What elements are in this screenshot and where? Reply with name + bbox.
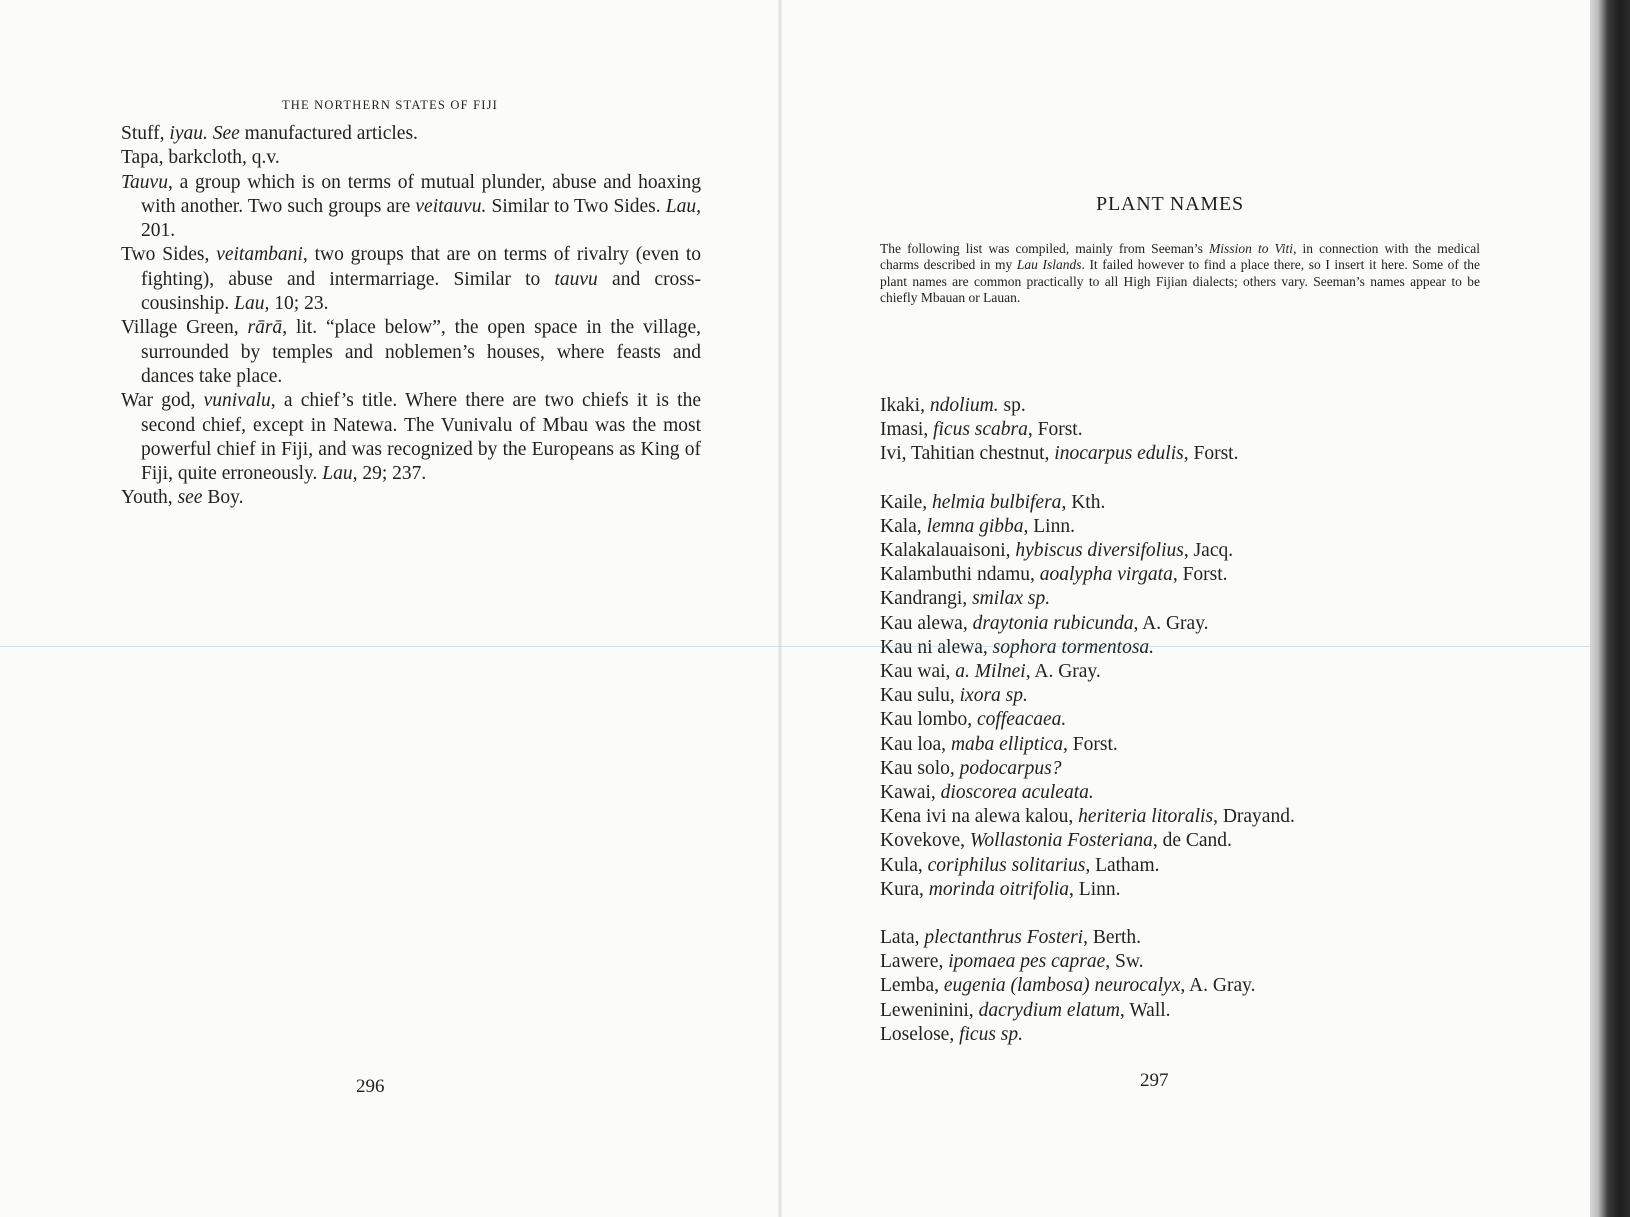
text-span: Leweninini, — [880, 999, 979, 1021]
italic-span: Lau Islands — [1016, 257, 1082, 273]
plant-entry — [880, 612, 1480, 636]
plant-list — [880, 394, 1480, 1047]
italic-span: eugenia (lambosa) neurocalyx — [943, 975, 1181, 997]
glossary-entry — [121, 486, 701, 510]
italic-span: veitauvu. — [415, 195, 487, 217]
text-span: , Linn. — [1023, 515, 1075, 537]
italic-span: Lau, — [322, 463, 358, 485]
text-span: , Sw. — [1105, 951, 1144, 973]
italic-span: dioscorea aculeata. — [940, 782, 1094, 804]
italic-span: veitambani — [216, 244, 303, 266]
italic-span: morinda oitrifolia — [928, 878, 1070, 900]
text-span: , Kth. — [1061, 491, 1106, 513]
text-span: sp. — [998, 395, 1026, 416]
glossary-entry — [121, 171, 701, 244]
glossary-entries — [121, 122, 701, 511]
text-span: Kau ni alewa, — [880, 636, 993, 658]
plant-entry — [880, 491, 1480, 515]
text-span: Tapa, barkcloth, q.v. — [121, 147, 280, 169]
book-gutter — [778, 0, 782, 1217]
scan-edge — [1590, 0, 1630, 1217]
plant-entry — [880, 563, 1480, 587]
text-span: and cross-cousinship. — [141, 268, 701, 315]
text-span: , de Cand. — [1152, 830, 1232, 852]
text-span: , a group which is on terms of mutual plunder, abuse and hoaxing with another. Two such groups are — [141, 171, 701, 217]
plant-entry — [880, 805, 1480, 829]
plant-entry — [880, 878, 1480, 902]
text-span: Two Sides, — [121, 244, 217, 266]
text-span: , Forst. — [1027, 419, 1083, 441]
italic-span: plectanthrus Fosteri — [924, 927, 1084, 949]
text-span: 10; 23. — [269, 293, 329, 315]
italic-span: draytonia rubicunda — [972, 612, 1134, 634]
intro-paragraph — [880, 241, 1480, 307]
text-span: Kau sulu, — [880, 685, 960, 707]
plant-entry — [880, 515, 1480, 539]
text-span: 29; 237. — [357, 463, 427, 485]
text-span: , Forst. — [1063, 733, 1118, 755]
right-page — [780, 0, 1590, 1217]
text-span: Kula, — [880, 854, 928, 876]
text-span: 201. — [141, 220, 176, 242]
italic-span: Lau, — [234, 293, 270, 315]
italic-span: aoalypha virgata — [1039, 564, 1173, 586]
plant-entry — [880, 926, 1480, 950]
text-span: Stuff, — [121, 123, 170, 144]
italic-span: iyau. See — [169, 123, 240, 144]
text-span: Kalakalauaisoni, — [880, 540, 1016, 562]
plant-entry — [880, 394, 1480, 418]
text-span: Imasi, — [880, 419, 934, 441]
plant-entry — [880, 999, 1480, 1023]
plant-entry — [880, 757, 1480, 781]
text-span: , Latham. — [1085, 854, 1160, 876]
italic-span: ficus scabra — [933, 419, 1028, 441]
plant-entry — [880, 539, 1480, 563]
italic-span: Tauvu — [121, 171, 168, 193]
fold-line — [0, 646, 1590, 647]
italic-span: inocarpus edulis — [1054, 443, 1184, 465]
plant-entry — [880, 854, 1480, 878]
text-span: Kau solo, — [880, 757, 960, 779]
text-span: , Jacq. — [1183, 540, 1234, 562]
text-span: Kala, — [880, 515, 927, 537]
page-number: 296 — [356, 1076, 385, 1097]
text-span: War god, — [121, 390, 204, 412]
glossary-entry — [121, 122, 701, 146]
text-span: , Forst. — [1172, 564, 1228, 586]
italic-span: ndolium. — [929, 395, 999, 416]
text-span: Youth, — [121, 487, 178, 509]
plant-entry — [880, 684, 1480, 708]
section-title: PLANT NAMES — [1096, 193, 1244, 215]
plant-entry — [880, 829, 1480, 853]
italic-span: ixora sp. — [959, 685, 1028, 707]
group-spacer — [880, 467, 1480, 491]
italic-span: Wollastonia Fosteriana — [969, 830, 1153, 852]
italic-span: coffeacaea. — [976, 709, 1067, 731]
text-span: Kovekove, — [880, 830, 970, 852]
text-span: , Forst. — [1183, 443, 1239, 465]
italic-span: maba elliptica — [950, 733, 1064, 755]
glossary-entry — [121, 316, 701, 389]
italic-span: Lau, — [665, 195, 701, 217]
italic-span: Mission to Viti — [1209, 241, 1294, 256]
text-span: . It failed however to find a place there, so I insert it here. Some of the plant names are common practically to all High Fijian dialects; others vary. Seeman’s names appear to be chiefly Mbauan or Lauan. — [880, 257, 1480, 306]
text-span: , in connection with the medical charms described in my — [880, 241, 1480, 273]
text-span: Kalambuthi ndamu, — [880, 564, 1040, 586]
page-number: 297 — [1140, 1070, 1169, 1091]
running-head: THE NORTHERN STATES OF FIJI — [281, 98, 499, 112]
italic-span: sophora tormentosa. — [992, 636, 1155, 658]
text-span: manufactured articles. — [239, 123, 418, 144]
italic-span: dacrydium elatum — [978, 999, 1120, 1021]
plant-entry — [880, 733, 1480, 757]
text-span: Kura, — [880, 878, 929, 900]
italic-span: smilax sp. — [972, 588, 1051, 610]
group-spacer — [880, 902, 1480, 926]
text-span: , Linn. — [1069, 878, 1121, 900]
text-span: , two groups that are on terms of rivalry (even to fighting), abuse and intermarriage. Similar to — [141, 244, 701, 290]
text-span: Kau loa, — [880, 733, 951, 755]
text-span: The following list was compiled, mainly from Seeman’s — [880, 241, 1210, 256]
italic-span: vunivalu — [203, 390, 271, 412]
glossary-entry — [121, 243, 701, 316]
text-span: , lit. “place below”, the open space in the village, surrounded by temples and noblemen’s houses, where feasts and dances take place. — [141, 317, 701, 387]
plant-entry — [880, 950, 1480, 974]
plant-entry — [880, 660, 1480, 684]
italic-span: podocarpus? — [959, 757, 1062, 779]
text-span: , Berth. — [1083, 927, 1142, 949]
text-span: Kau lombo, — [880, 709, 977, 731]
text-span: , A. Gray. — [1025, 661, 1101, 683]
text-span: Ikaki, — [880, 395, 930, 416]
text-span: , Drayand. — [1213, 806, 1295, 828]
plant-entry — [880, 708, 1480, 732]
text-span: Kau alewa, — [880, 612, 973, 634]
text-span: Lata, — [880, 927, 925, 949]
text-span: , A. Gray. — [1133, 612, 1209, 634]
text-span: Ivi, Tahitian chestnut, — [880, 443, 1055, 465]
plant-entry — [880, 587, 1480, 611]
plant-entry — [880, 418, 1480, 442]
italic-span: lemna gibba — [926, 515, 1024, 537]
text-span: Kau wai, — [880, 661, 956, 683]
italic-span: ficus sp. — [959, 1023, 1023, 1045]
text-span: , Wall. — [1119, 999, 1171, 1021]
text-span: Kena ivi na alewa kalou, — [880, 806, 1079, 828]
italic-span: see — [177, 487, 203, 509]
left-page — [0, 0, 780, 1217]
text-span: Similar to Two Sides. — [486, 195, 666, 217]
text-span: Boy. — [202, 487, 244, 509]
text-span: Kawai, — [880, 782, 941, 804]
italic-span: coriphilus solitarius — [927, 854, 1086, 876]
text-span: Kaile, — [880, 491, 932, 513]
text-span: Lawere, — [880, 951, 949, 973]
glossary-entry — [121, 146, 701, 170]
glossary-entry — [121, 389, 701, 486]
italic-span: tauvu — [554, 268, 598, 290]
text-span: Lemba, — [880, 975, 944, 997]
italic-span: hybiscus diversifolius — [1015, 540, 1184, 562]
plant-entry — [880, 781, 1480, 805]
text-span: , A. Gray. — [1180, 975, 1256, 997]
plant-entry — [880, 974, 1480, 998]
plant-entry — [880, 1023, 1480, 1047]
italic-span: rārā — [247, 317, 283, 339]
text-span: Village Green, — [121, 317, 248, 339]
italic-span: a. Milnei — [955, 661, 1026, 683]
plant-entry — [880, 636, 1480, 660]
text-span: Loselose, — [880, 1023, 960, 1045]
italic-span: helmia bulbifera — [931, 491, 1062, 513]
plant-entry — [880, 442, 1480, 466]
text-span: , a chief’s title. Where there are two chiefs it is the second chief, except in Natewa. The Vunivalu of Mbau was the most powerful chief in Fiji, and was recognized by the Europeans as King of Fiji, quite erroneously. — [141, 390, 701, 485]
italic-span: heriteria litoralis — [1078, 806, 1214, 828]
text-span: Kandrangi, — [880, 588, 973, 610]
italic-span: ipomaea pes caprae — [948, 951, 1106, 973]
